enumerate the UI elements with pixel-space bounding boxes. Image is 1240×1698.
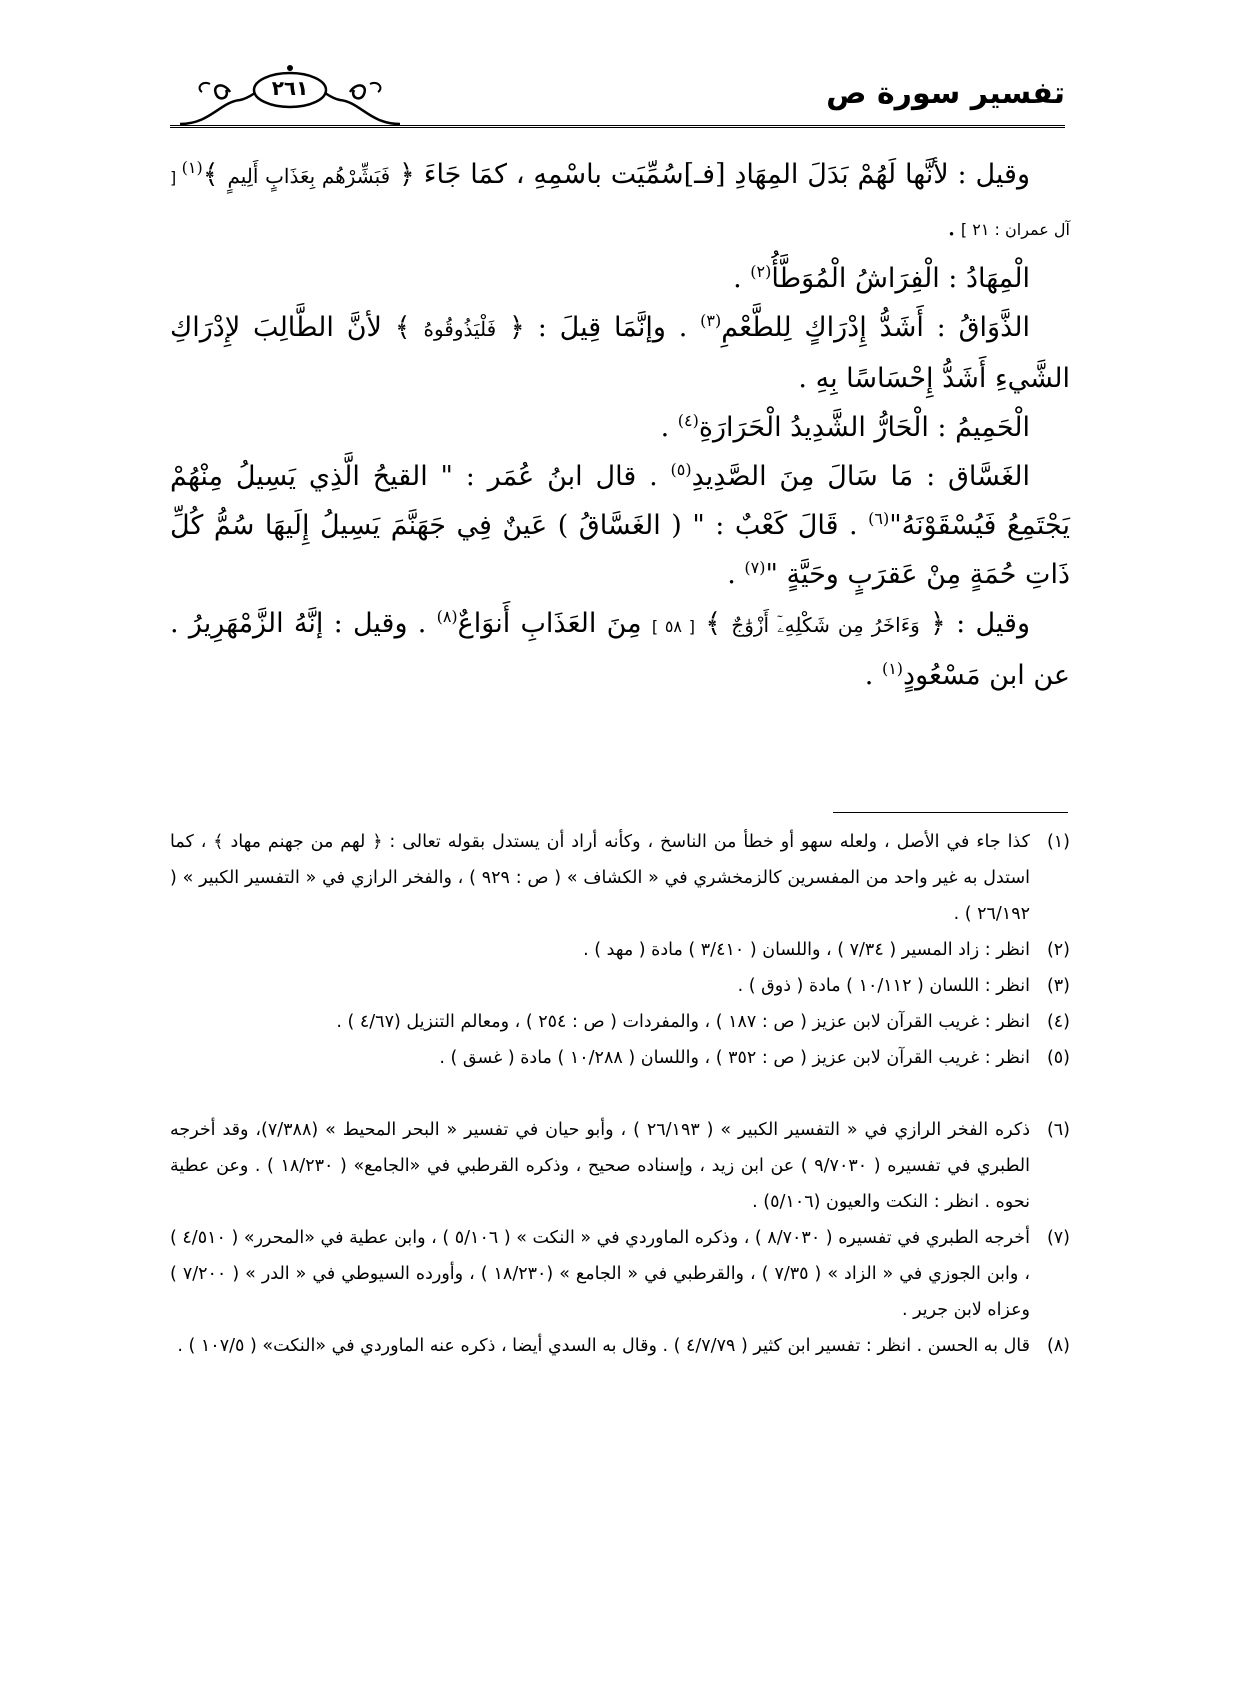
footnote-number: (٥) (1046, 1048, 1070, 1068)
footnote-ref: (٥) (670, 460, 692, 479)
footnote-number: (٦) (1046, 1120, 1070, 1140)
footnote-text: كذا جاء في الأصل ، ولعله سهو أو خطأ من الناسخ ، وكأنه أراد أن يستدل بقوله تعالى : ﴿ لهم من جهنم مهاد ﴾ ، كما استدل به غير واحد من المفسرين كالزمخشري في « الكشاف » ( ص : ٩٢٩ ) ، والفخر الرازي في « التفسير الكبير » ( ٢٦/١٩٢ ) . (170, 832, 1030, 924)
footnote-ref: (٤) (677, 411, 699, 430)
verse-reference: [ ٥٨ ] (651, 617, 695, 636)
footnote-ref: (١) (881, 659, 904, 678)
footnote-item (170, 932, 1070, 968)
paragraph-5: الغَسَّاق : مَا سَالَ مِنَ الصَّدِيدِ$^{(٥)}$ . قال ابنُ عُمَر : " القيحُ الَّذِي يَسِيلُ مِنْهُمْ يَجْتَمِعُ فَيُسْقَوْنَهُ"$^{(٦)}$ . قَالَ كَعْبٌ : " ( الغَسَّاقُ ) عَينٌ فِي جَهَنَّمَ يَسِيلُ إِلَيهَا سُمُّ كُلِّ ذَاتِ حُمَةٍ مِنْ عَقرَبٍ وحَيَّةٍ "$^{(٧)}$ . (170, 460, 1070, 590)
footnote-text: انظر : غريب القرآن لابن عزيز ( ص : ١٨٧ ) ، والمفردات ( ص : ٢٥٤ ) ، ومعالم التنزيل (٤/٦٧ ) . (336, 1012, 1030, 1032)
footnotes (170, 824, 1070, 1364)
footnote-item (170, 824, 1070, 932)
footnote-ref: (٦) (868, 509, 890, 528)
page-number: ٢٦١ (271, 76, 309, 100)
paragraph-1: وقيل : لأنَّها لَهُمْ بَدَلَ المِهَادِ [فـ]سُمِّيَت باسْمِهِ ، كمَا جَاءَ ﴿ فَبَشِّرْهُم بِعَذَابٍ أَلِيمٍ ﴾$^{(١)}$ [ آل عمران : ٢١ ] . (170, 158, 1070, 242)
footnote-gap (170, 1076, 1070, 1112)
footnote-number: (٧) (1046, 1228, 1070, 1248)
main-text (170, 150, 1070, 700)
footnote-text: أخرجه الطبري في تفسيره ( ٨/٧٠٣٠ ) ، وذكره الماوردي في « النكت » ( ٥/١٠٦ ) ، وابن عطية في «المحرر» ( ٤/٥١٠ ) ، وابن الجوزي في « الزاد » ( ٧/٣٥ ) ، والقرطبي في « الجامع » (١٨/٢٣٠ ) ، وأورده السيوطي في « الدر » ( ٧/٢٠٠ ) وعزاه لابن جرير . (170, 1228, 1030, 1320)
footnote-text: انظر : غريب القرآن لابن عزيز ( ص : ٣٥٢ ) ، واللسان ( ١٠/٢٨٨ ) مادة ( غسق ) . (439, 1048, 1030, 1068)
footnote-item (170, 1328, 1070, 1364)
footnote-number: (٤) (1046, 1012, 1070, 1032)
verse-reference: [ آل عمران : ٢١ ] (170, 168, 1070, 239)
running-header (170, 62, 1065, 130)
footnote-number: (٨) (1046, 1336, 1070, 1356)
footnote-item (170, 968, 1070, 1004)
footnote-text: قال به الحسن . انظر : تفسير ابن كثير ( ٤/٧/٧٩ ) . وقال به السدي أيضا ، ذكره عنه الماوردي في «النكت» ( ١٠٧/٥ ) . (177, 1336, 1030, 1356)
footnote-item (170, 1220, 1070, 1328)
paragraph-3: الذَّوَاقُ : أَشَدُّ إِدْرَاكٍ لِلطَّعْمِ$^{(٣)}$ . وإنَّمَا قِيلَ : ﴿ فَلْيَذُوقُوهُ ﴾ لأنَّ الطَّالِبَ لإِدْرَاكِ الشَّيءِ أَشَدُّ إِحْسَاسًا بِهِ . (170, 311, 1070, 394)
footnote-text: انظر : اللسان ( ١٠/١١٢ ) مادة ( ذوق ) . (737, 976, 1030, 996)
footnote-separator (833, 812, 1068, 813)
footnote-item (170, 1004, 1070, 1040)
footnote-ref: (١) (181, 158, 203, 177)
quran-verse: فَلْيَذُوقُوهُ (423, 317, 497, 341)
footnote-ref: (٢) (750, 262, 772, 281)
footnote-number: (١) (1046, 832, 1070, 852)
quran-verse: فَبَشِّرْهُم بِعَذَابٍ أَلِيمٍ (227, 164, 391, 188)
footnote-ref: (٧) (744, 558, 766, 577)
footnote-number: (٣) (1046, 976, 1070, 996)
footnote-ref: (٨) (436, 607, 458, 626)
footnote-text: ذكره الفخر الرازي في « التفسير الكبير » ( ٢٦/١٩٣ ) ، وأبو حيان في تفسير « البحر المحيط » (٧/٣٨٨)، وقد أخرجه الطبري في تفسيره ( ٩/٧٠٣٠ ) عن ابن زيد ، وإسناده صحيح ، وذكره القرطبي في «الجامع» ( ١٨/٢٣٠ ) . وعن عطية نحوه . انظر : النكت والعيون (٥/١٠٦) . (170, 1120, 1030, 1212)
paragraph-4: الْحَمِيمُ : الْحَارُّ الشَّدِيدُ الْحَرَارَةِ$^{(٤)}$ . (660, 411, 1030, 443)
paragraph-6: وقيل : ﴿ وَءَاخَرُ مِن شَكْلِهِۦٓ أَزْوَٰجٌ ﴾ [ ٥٨ ] مِنَ العَذَابِ أَنوَاعٌ$^{(٨)}$ . وقيل : إنَّهُ الزَّمْهَرِيرُ . عن ابن مَسْعُودٍ$^{(١)}$ . (170, 607, 1070, 691)
page-title: تفسير سورة ص (826, 76, 1065, 111)
footnote-ref: (٣) (700, 311, 722, 330)
footnote-number: (٢) (1046, 940, 1070, 960)
quran-verse: وَءَاخَرُ مِن شَكْلِهِۦٓ أَزْوَٰجٌ (731, 613, 920, 637)
header-rule (170, 125, 1065, 128)
footnote-text: انظر : زاد المسير ( ٧/٣٤ ) ، واللسان ( ٣/٤١٠ ) مادة ( مهد ) . (583, 940, 1030, 960)
footnote-item (170, 1112, 1070, 1220)
paragraph-2: الْمِهَادُ : الْفِرَاشُ الْمُوَطَّأُ$^{(٢)}$ . (733, 262, 1030, 294)
footnote-item (170, 1040, 1070, 1076)
